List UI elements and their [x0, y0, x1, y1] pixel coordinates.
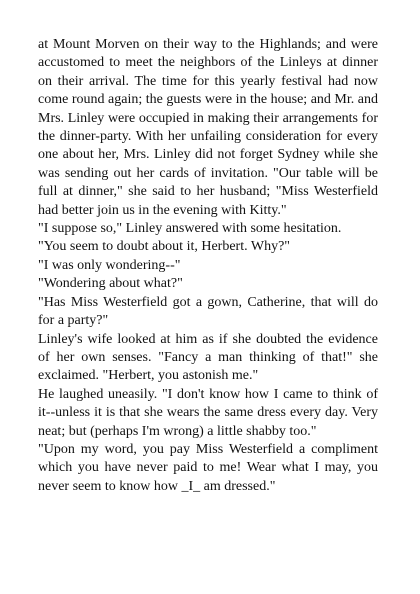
- paragraph-wondering-about-what: "Wondering about what?": [38, 276, 183, 292]
- book-page: [38, 36, 378, 496]
- paragraph-wife-astonished: Linley's wife looked at him as if she doubted the evidence of her own senses. "Fancy a man thinking of that!" she exclaimed. "Herbert, you astonish me.": [38, 331, 378, 384]
- paragraph-only-wondering: "I was only wondering--": [38, 257, 181, 273]
- paragraph-doubt-question: "You seem to doubt about it, Herbert. Why?": [38, 239, 290, 255]
- paragraph-compliment: "Upon my word, you pay Miss Westerfield a compliment which you have never paid to me! Wear what I may, you never seem to know how _I_ am dressed.": [38, 441, 378, 494]
- paragraph-linley-hesitation: "I suppose so," Linley answered with some hesitation.: [38, 221, 342, 237]
- paragraph-laughed-uneasily: He laughed uneasily. "I don't know how I came to think of it--unless it is that she wears the same dress every day. Very neat; but (perhaps I'm wrong) a little shabby too.": [38, 386, 378, 439]
- paragraph-gown-question: "Has Miss Westerfield got a gown, Catherine, that will do for a party?": [38, 294, 378, 329]
- paragraph-narration-dinner-party: at Mount Morven on their way to the Highlands; and were accustomed to meet the neighbors of the Linleys at dinner on their arrival. The time for this yearly festival had now come round again; the guests were in the house; and Mr. and Mrs. Linley were occupied in making their arrangements for the dinner-party. With her unfailing consideration for every one about her, Mrs. Linley did not forget Sydney while she was sending out her cards of invitation. "Our table will be full at dinner," she said to her husband; "Miss Westerfield had better join us in the evening with Kitty.": [38, 37, 378, 218]
